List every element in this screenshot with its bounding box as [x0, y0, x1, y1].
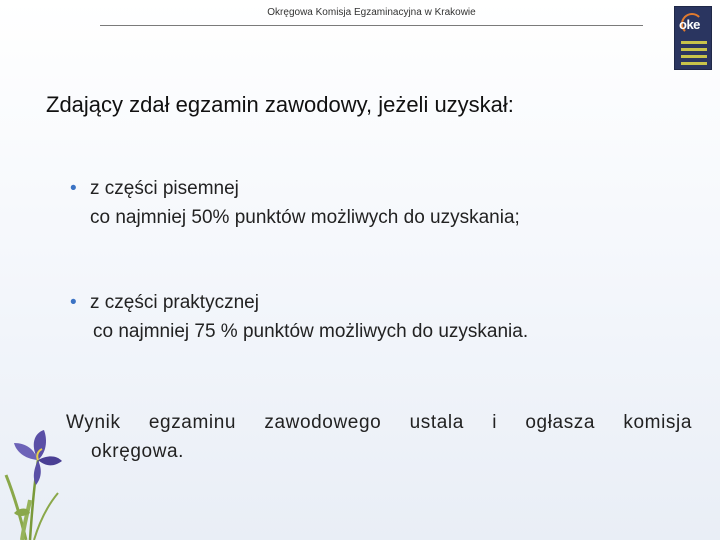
slide-title: Zdający zdał egzamin zawodowy, jeżeli uzyskał: [46, 92, 514, 117]
bullet-item-practical [70, 288, 690, 346]
logo-stripe [681, 48, 707, 51]
logo-stripe [681, 41, 707, 44]
logo-stripe [681, 55, 707, 58]
bullet-item-written [70, 174, 690, 232]
bullet-line: co najmniej 75 % punktów możliwych do uzyskania. [93, 321, 529, 342]
bullet-line: z części pisemnej [90, 178, 239, 199]
header-divider [100, 25, 643, 26]
logo-text: oke [679, 17, 700, 32]
header-institution: Okręgowa Komisja Egzaminacyjna w Krakowie [267, 7, 476, 18]
bullet-dot-icon: • [70, 292, 77, 313]
bullet-dot-icon: • [70, 178, 77, 199]
bullet-line: co najmniej 50% punktów możliwych do uzyskania; [90, 207, 520, 228]
result-line: okręgowa. [91, 441, 185, 462]
bullet-line: z części praktycznej [90, 292, 259, 313]
result-paragraph [66, 408, 692, 466]
result-line: Wynik egzaminu zawodowego ustala i ogłasza komisja [66, 412, 692, 433]
iris-flower-icon [0, 415, 70, 540]
logo-stripe [681, 62, 707, 65]
oke-logo-icon [674, 6, 712, 70]
